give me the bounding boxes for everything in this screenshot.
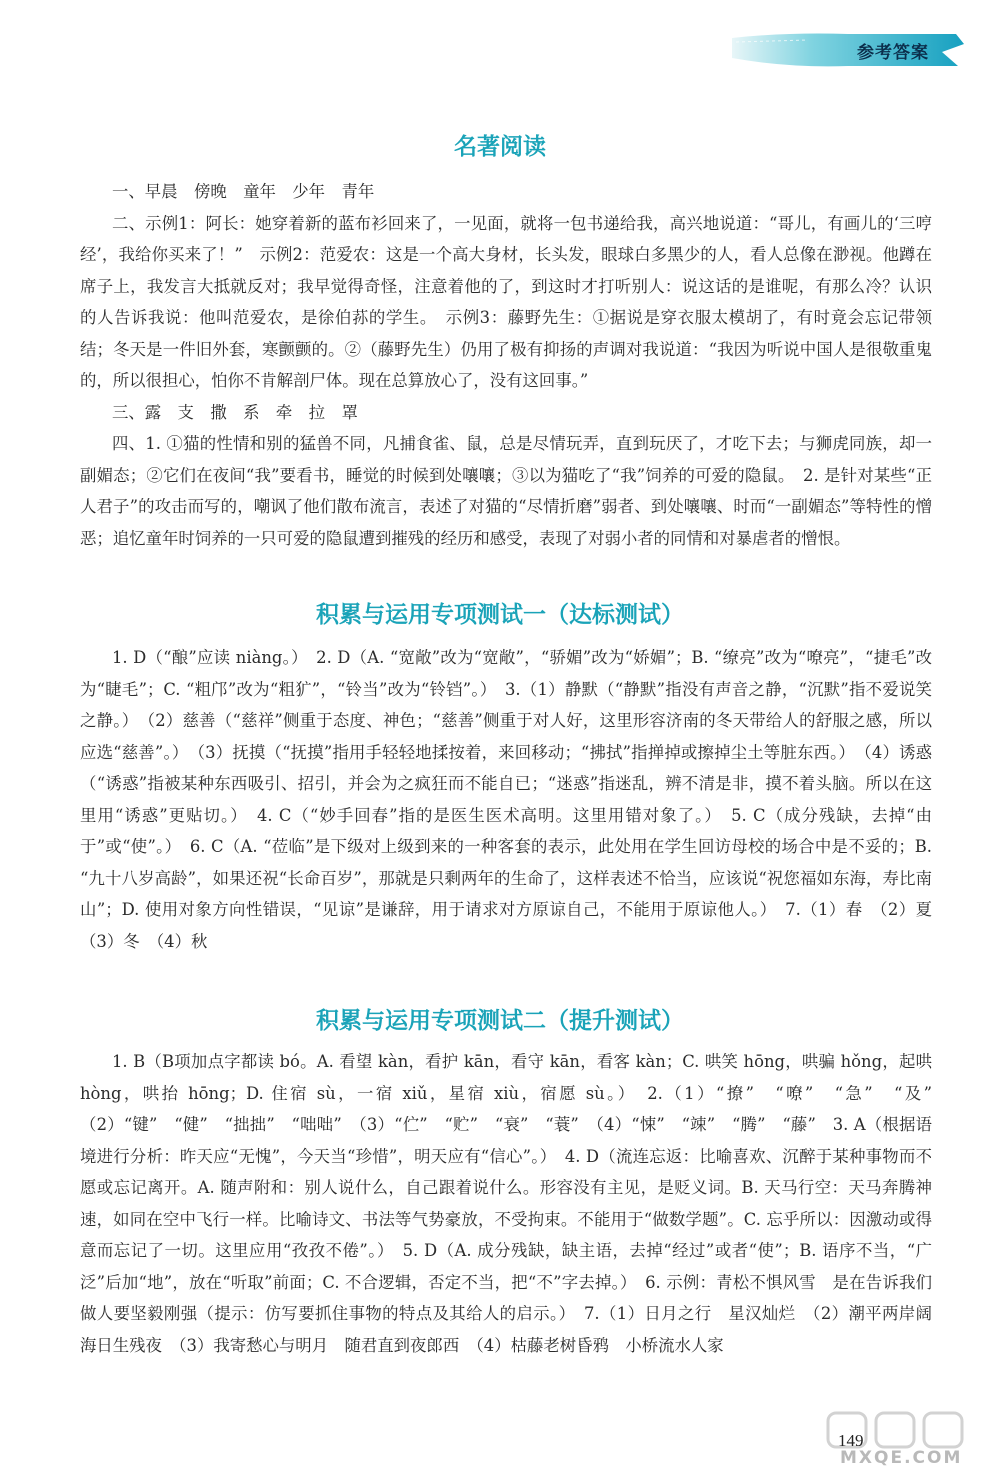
paragraph: 四、1. ①猫的性情和别的猛兽不同，凡捕食雀、鼠，总是尽情玩弄，直到玩厌了，才吃下去；与狮虎同族，却一副媚态；②它们在夜间“我”要看书，睡觉的时候到处嚷嚷；③以为猫吃了“我”饲养的可爱的隐鼠。 2. 是针对某些“正人君子”的攻击而写的，嘲讽了他们散布流言，表述了对猫的“尽情折磨”弱者、到处嚷嚷、时而“一副媚态”等特性的憎恶；追忆童年时饲养的一只可爱的隐鼠遭到摧残的经历和感受，表现了对弱小者的同情和对暴虐者的憎恨。 [80, 434, 932, 548]
paragraph: 1. B（B项加点字都读 bó。A. 看望 kàn，看护 kān，看守 kān，看客 kàn；C. 哄笑 hōng，哄骗 hǒng，起哄 hòng，哄抬 hōng；D. 住宿 sù，一宿 xiǔ，星宿 xiù，宿愿 sù。） 2.（1）“撩” “嘹” “急” “及” （2）“键” “健” “拙拙” “咄咄” （3）“伫” “贮” “衰” “蓑” （4）“悚” “竦” “腾” “藤” 3. A（根据语境进行分析：昨天应“无愧”，今天当“珍惜”，明天应有“信心”。） 4. D（流连忘返：比喻喜欢、沉醉于某种事物而不愿或忘记离开。A. 随声附和：别人说什么，自己跟着说什么。形容没有主见，是贬义词。B. 天马行空：天马奔腾神速，如同在空中飞行一样。比喻诗文、书法等气势豪放，不受拘束。不能用于“做数学题”。C. 忘乎所以：因激动或得意而忘记了一切。这里应用“孜孜不倦”。） 5. D（A. 成分残缺，缺主语，去掉“经过”或者“使”；B. 语序不当，“广泛”后加“地”，放在“听取”前面；C. 不合逻辑，否定不当，把“不”字去掉。） 6. 示例：青松不惧风雪 是在告诉我们做人要坚毅刚强（提示：仿写要抓住事物的特点及其给人的启示。） 7.（1）日月之行 星汉灿烂 （2）潮平两岸阔 海日生残夜 （3）我寄愁心与明月 随君直到夜郎西 （4）枯藤老树昏鸦 小桥流水人家 [80, 1052, 949, 1355]
section-title-1: 名著阅读 [454, 133, 546, 160]
header-label: 参考答案 [857, 43, 929, 63]
paragraph: 二、示例1：阿长：她穿着新的蓝布衫回来了，一见面，就将一包书递给我，高兴地说道：“哥儿，有画儿的‘三哼经’，我给你买来了！” 示例2：范爱农：这是一个高大身材，长头发，眼球白多黑少的人，看人总像在渺视。他蹲在席子上，我发言大抵就反对；我早觉得奇怪，注意着他的了，到这时才打听别人：说这话的是谁呢，有那么冷？认识的人告诉我说：他叫范爱农，是徐伯荪的学生。 示例3：藤野先生：①据说是穿衣服太模胡了，有时竟会忘记带领结；冬天是一件旧外套，寒颤颤的。②（藤野先生）仍用了极有抑扬的声调对我说道：“我因为听说中国人是很敬重鬼的，所以很担心，怕你不肯解剖尸体。现在总算放心了，没有这回事。” [80, 213, 932, 390]
header-ribbon [728, 28, 968, 72]
watermark-text: MXQE.COM [840, 1448, 963, 1468]
section-body-2 [80, 642, 949, 957]
paragraph: 三、露 支 撒 系 牵 拉 罩 [112, 402, 358, 422]
section-body-1 [80, 176, 932, 554]
paragraph: 一、早晨 傍晚 童年 少年 青年 [112, 182, 375, 201]
page-number: 149 [838, 1431, 864, 1450]
section-title-3: 积累与运用专项测试二（提升测试） [316, 1007, 684, 1034]
paragraph: 1. D（“酿”应读 niàng。） 2. D（A. “宽敞”改为“宽敞”，“骄媚”改为“娇媚”；B. “缭亮”改为“嘹亮”，“捷毛”改为“睫毛”；C. “粗邝”改为“粗犷”，“铃当”改为“铃铛”。） 3.（1）静默（“静默”指没有声音之静，“沉默”指不爱说笑之静。） （2）慈善（“慈祥”侧重于态度、神色；“慈善”侧重于对人好，这里形容济南的冬天带给人的舒服之感，所以应选“慈善”。） （3）抚摸（“抚摸”指用手轻轻地揉按着，来回移动；“拂拭”指掸掉或擦掉尘土等脏东西。） （4）诱惑（“诱惑”指被某种东西吸引、招引，并会为之疯狂而不能自已；“迷惑”指迷乱，辨不清是非，摸不着头脑。所以在这里用“诱惑”更贴切。） 4. C（“妙手回春”指的是医生医术高明。这里用错对象了。） 5. C（成分残缺，去掉“由于”或“使”。） 6. C（A. “莅临”是下级对上级到来的一种客套的表示，此处用在学生回访母校的场合中是不妥的；B. “九十八岁高龄”，如果还祝“长命百岁”，那就是只剩两年的生命了，这样表述不恰当，应该说“祝您福如东海，寿比南山”；D. 使用对象方向性错误，“见谅”是谦辞，用于请求对方原谅自己，不能用于原谅他人。） 7.（1）春 （2）夏 （3）冬 （4）秋 [80, 648, 949, 951]
section-title-2: 积累与运用专项测试一（达标测试） [316, 601, 684, 628]
section-body-3 [80, 1046, 949, 1361]
